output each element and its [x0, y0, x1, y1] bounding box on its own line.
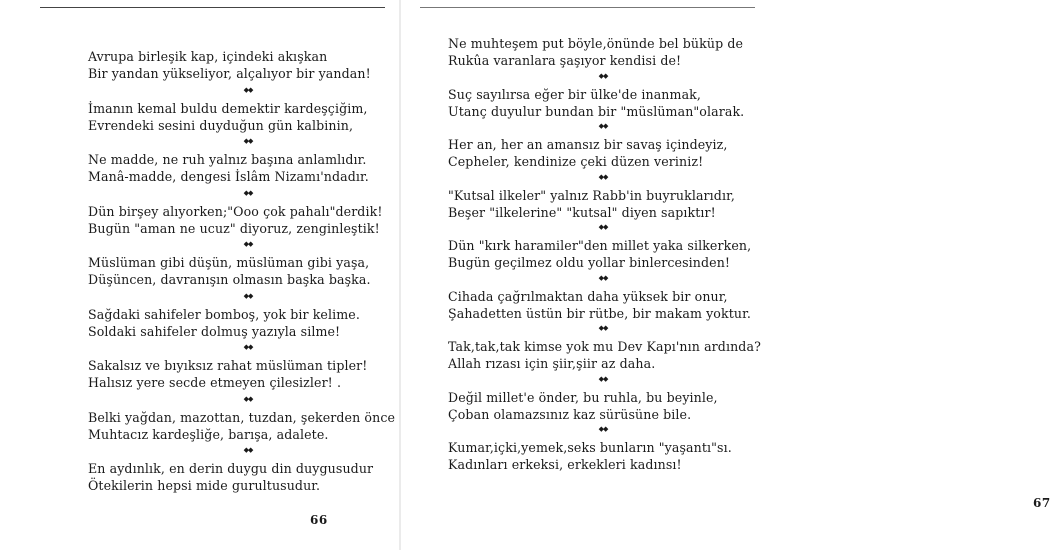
verse-line: Kadınları erkeksi, erkekleri kadınsı! [448, 457, 682, 472]
verse-line: Allah rızası için şiir,şiir az daha. [448, 356, 656, 371]
stanza-separator-icon: ◆◆ [598, 122, 608, 130]
stanza [88, 48, 388, 82]
verse-line: Halısız yere secde etmeyen çilesizler! . [88, 375, 342, 390]
verse-line: Manâ-madde, dengesi İslâm Nizamı'ndadır. [88, 169, 369, 184]
left-page-number: 66 [310, 513, 328, 527]
verse-line: Beşer "ilkelerine" "kutsal" diyen sapıktır! [448, 204, 716, 220]
verse-line: Ötekilerin hepsi mide gurultusudur. [88, 478, 321, 493]
stanza [88, 203, 388, 237]
verse-line: Suç sayılırsa eğer bir ülke'de inanmak, [448, 86, 702, 102]
top-rule-left [40, 7, 385, 8]
stanza-separator-icon: ◆◆ [243, 446, 253, 454]
verse-line: Bugün "aman ne ucuz" diyoruz, zenginleştik! [88, 220, 380, 236]
stanza [448, 187, 753, 221]
verse-line: Sakalsız ve bıyıksız rahat müslüman tipler! [88, 358, 368, 373]
verse-line: Utanç duyulur bundan bir "müslüman"olarak. [448, 103, 745, 119]
stanza [88, 254, 388, 288]
verse-line: Her an, her an amansız bir savaş içindeyiz, [448, 137, 728, 152]
right-page-number: 67 [1033, 496, 1051, 510]
verse-line: Düşüncen, davranışın olmasın başka başka. [88, 272, 371, 287]
stanza-separator-icon: ◆◆ [243, 343, 253, 351]
stanza [448, 288, 753, 322]
verse-line: Bir yandan yükseliyor, alçalıyor bir yandan! [88, 66, 371, 81]
stanza [448, 237, 753, 271]
stanza-separator-icon: ◆◆ [598, 223, 608, 231]
verse-line: Bugün geçilmez oldu yollar binlercesinden! [448, 255, 731, 270]
stanza-separator-icon: ◆◆ [598, 374, 608, 383]
verse-line: Evrendeki sesini duyduğun gün kalbinin, [88, 117, 354, 133]
verse-line: Avrupa birleşik kap, içindeki akışkan [88, 49, 328, 64]
stanza [448, 86, 753, 120]
verse-line: Cepheler, kendinize çeki düzen veriniz! [448, 154, 704, 169]
stanza [88, 306, 388, 340]
verse-line: En aydınlık, en derin duygu din duygusudur [88, 461, 374, 476]
verse-line: Ne muhteşem put böyle,önünde bel büküp de [448, 36, 744, 51]
stanza [448, 136, 753, 170]
verse-line: Dün birşey alıyorken;"Ooo çok pahalı"derdik! [88, 203, 383, 219]
verse-line: Şahadetten üstün bir rütbe, bir makam yoktur. [448, 305, 751, 321]
verse-line: Kumar,içki,yemek,seks bunların "yaşantı"sı. [448, 440, 732, 455]
stanza-separator-icon: ◆◆ [243, 85, 253, 94]
verse-line: Tak,tak,tak kimse yok mu Dev Kapı'nın ardında? [448, 339, 761, 354]
stanza-separator-icon: ◆◆ [243, 291, 253, 300]
stanza-separator-icon: ◆◆ [243, 137, 253, 145]
verse-line: Soldaki sahifeler dolmuş yazıyla silme! [88, 323, 341, 339]
verse-line: İmanın kemal buldu demektir kardeşçiğim, [88, 100, 368, 116]
stanza-separator-icon: ◆◆ [598, 172, 608, 181]
verse-line: Ne madde, ne ruh yalnız başına anlamlıdır. [88, 152, 367, 167]
stanza-separator-icon: ◆◆ [598, 273, 608, 282]
stanza [448, 439, 753, 473]
verse-line: Değil millet'e önder, bu ruhla, bu beyinle, [448, 389, 718, 405]
stanza-separator-icon: ◆◆ [243, 394, 253, 403]
stanza [88, 460, 388, 494]
verse-line: Cihada çağrılmaktan daha yüksek bir onur, [448, 288, 728, 304]
verse-line: Dün "kırk haramiler"den millet yaka silkerken, [448, 238, 752, 253]
verse-line: Çoban olamazsınız kaz sürüsüne bile. [448, 406, 692, 422]
verse-line: Muhtacız kardeşliğe, barışa, adalete. [88, 426, 329, 442]
verse-line: Belki yağdan, mazottan, tuzdan, şekerden önce [88, 409, 396, 425]
stanza [448, 35, 753, 69]
verse-line: Rukûa varanlara şaşıyor kendisi de! [448, 53, 682, 68]
stanza [88, 151, 388, 185]
stanza [88, 409, 396, 443]
stanza-separator-icon: ◆◆ [598, 425, 608, 433]
stanza [88, 100, 388, 134]
verse-line: Sağdaki sahifeler bomboş, yok bir kelime. [88, 306, 360, 322]
stanza-separator-icon: ◆◆ [243, 188, 253, 197]
verse-line: Müslüman gibi düşün, müslüman gibi yaşa, [88, 255, 370, 270]
stanza-separator-icon: ◆◆ [598, 71, 608, 80]
top-rule-right [420, 7, 755, 8]
stanza [448, 389, 753, 423]
stanza-separator-icon: ◆◆ [598, 324, 608, 332]
book-gutter [399, 0, 401, 550]
verse-line: "Kutsal ilkeler" yalnız Rabb'in buyruklarıdır, [448, 187, 735, 203]
stanza [448, 338, 761, 372]
stanza-separator-icon: ◆◆ [243, 240, 253, 248]
stanza [88, 357, 388, 391]
